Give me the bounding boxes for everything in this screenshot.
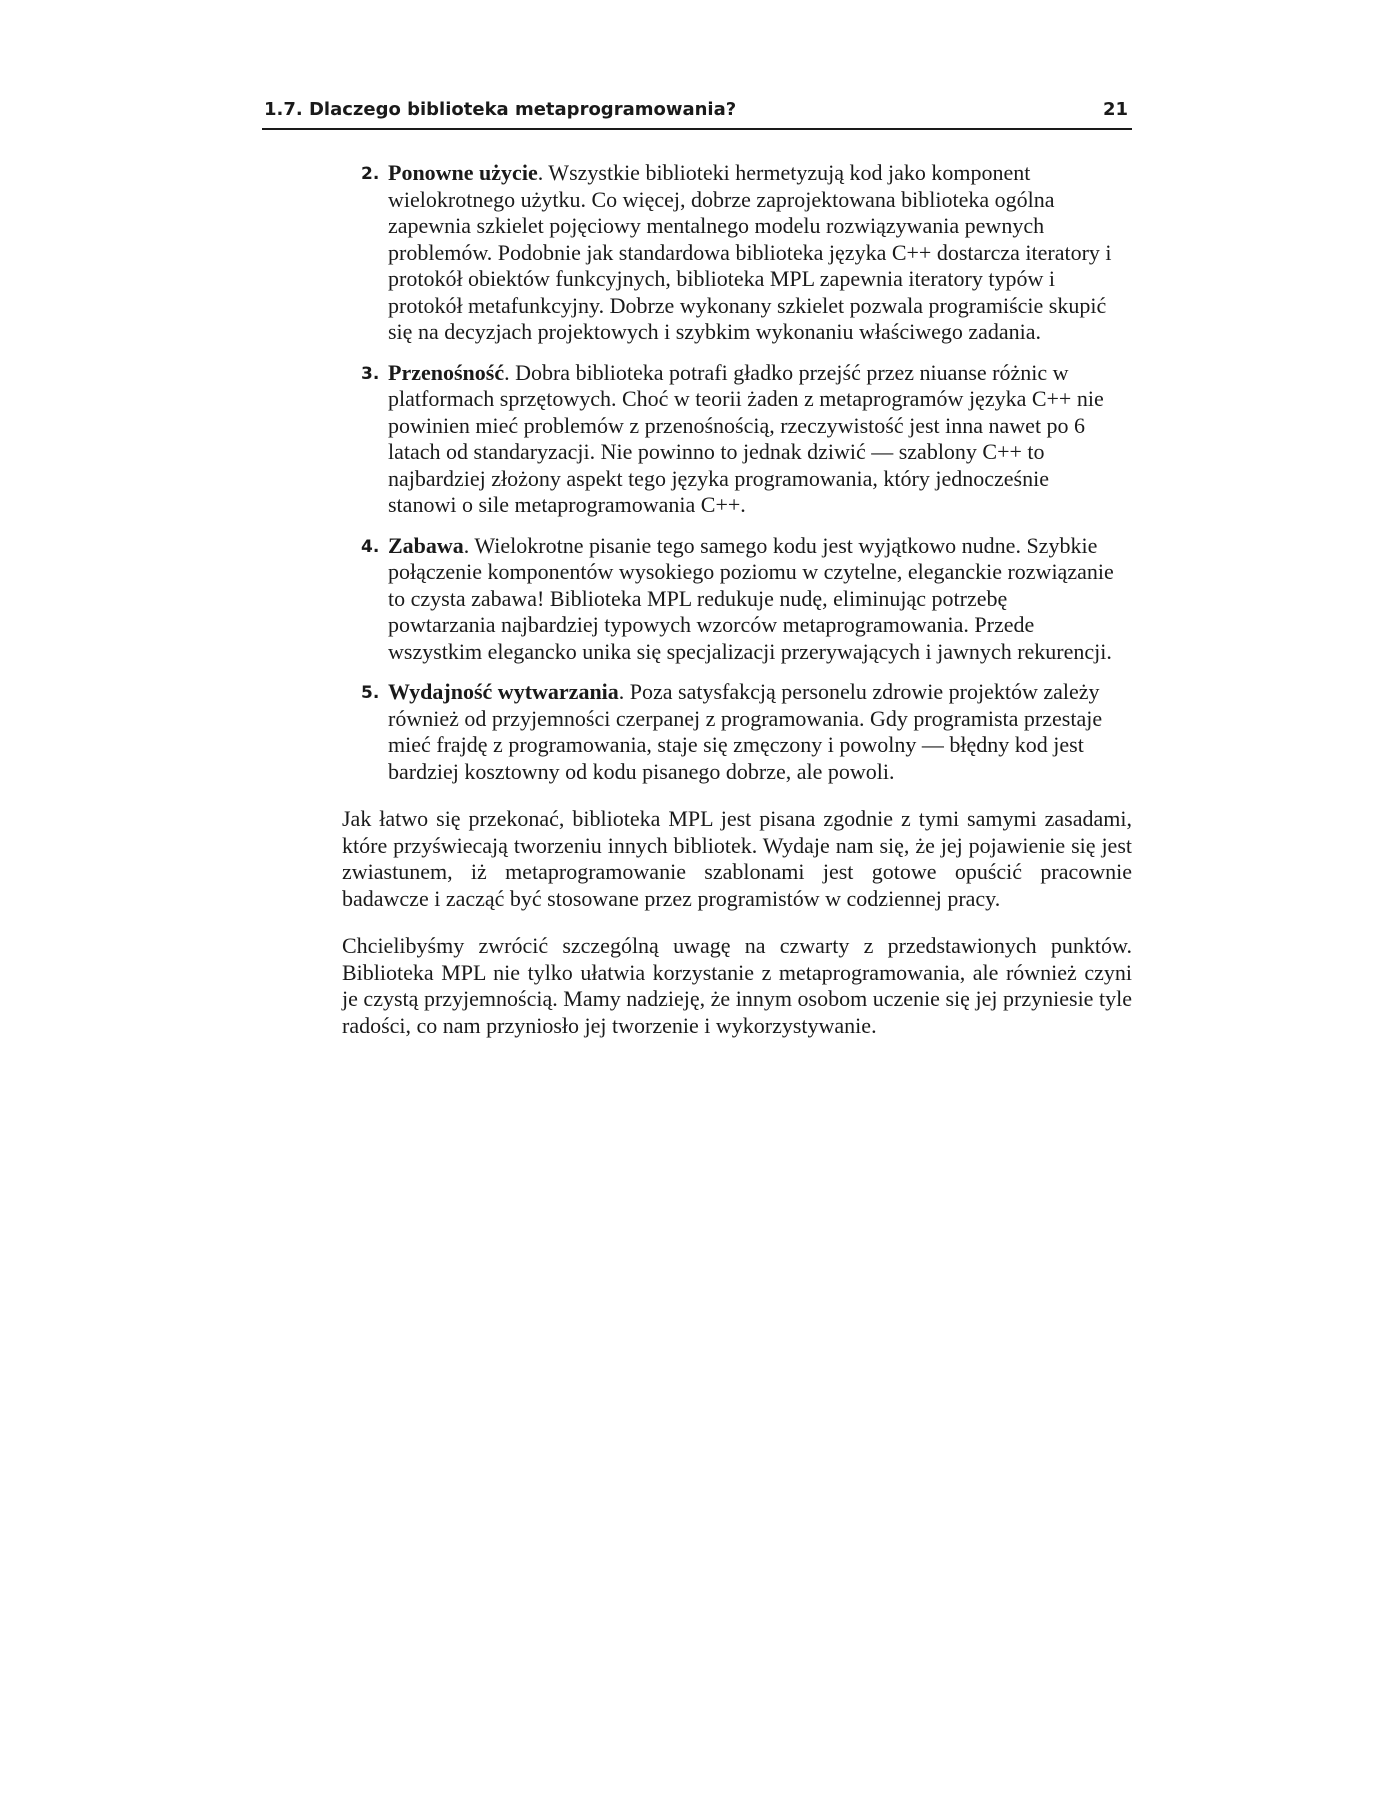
- list-item-term: Wydajność wytwarzania: [388, 679, 619, 704]
- list-item-text: . Wielokrotne pisanie tego samego kodu jest wyjątkowo nudne. Szybkie połączenie komponentów wysokiego poziomu w czytelne, eleganckie rozwiązanie to czysta zabawa! Biblioteka MPL redukuje nudę, eliminując potrzebę powtarzania najbardziej typowych wzorców metaprogramowania. Przede wszystkim elegancko unika się specjalizacji przerywających i jawnych rekurencji.: [388, 532, 1114, 664]
- list-item: [342, 533, 1132, 666]
- page-number: 21: [1102, 99, 1128, 120]
- list-item-number: 3.: [361, 363, 380, 384]
- list-item-term: Zabawa: [388, 532, 464, 558]
- list-item-text: . Dobra biblioteka potrafi gładko przejść przez niuanse różnic w platformach sprzętowych. Choć w teorii żaden z metaprogramów języka C++ nie powinien mieć problemów z przenośnością, rzeczywistość jest inna nawet po 6 latach od standaryzacji. Nie powinno to jednak dziwić — szablony C++ to najbardziej złożony aspekt tego języka programowania, który jednocześnie stanowi o sile metaprogramowania C++.: [388, 359, 1104, 517]
- list-item-text: . Poza satysfakcją personelu zdrowie projektów zależy również od przyjemności czerpanej z programowania. Gdy programista przestaje mieć frajdę z programowania, staje się zmęczony i powolny — błędny kod jest bardziej kosztowny od kodu pisanego dobrze, ale powoli.: [388, 679, 1103, 784]
- list-item-number: 4.: [361, 536, 380, 557]
- body-paragraph: Jak łatwo się przekonać, biblioteka MPL jest pisana zgodnie z tymi samymi zasadami, które przyświecają tworzeniu innych bibliotek. Wydaje nam się, że jej pojawienie się jest zwiastunem, iż metaprogramowanie szablonami jest gotowe opuścić pracownie badawcze i zacząć być stosowane przez programistów w codziennej pracy.: [342, 806, 1132, 911]
- list-item-term: Przenośność: [388, 359, 505, 385]
- numbered-list: [342, 160, 1132, 785]
- body-paragraph: Chcielibyśmy zwrócić szczególną uwagę na czwarty z przedstawionych punktów. Biblioteka MPL nie tylko ułatwia korzystanie z metaprogramowania, ale również czyni je czystą przyjemnością. Mamy nadzieję, że innym osobom uczenie się jej przyniesie tyle radości, co nam przyniosło jej tworzenie i wykorzystywanie.: [342, 933, 1132, 1038]
- list-item-term: Ponowne użycie: [388, 160, 538, 185]
- section-title: 1.7. Dlaczego biblioteka metaprogramowania?: [264, 99, 737, 120]
- list-item-text: . Wszystkie biblioteki hermetyzują kod jako komponent wielokrotnego użytku. Co więcej, dobrze zaprojektowana biblioteka ogólna zapewnia szkielet pojęciowy mentalnego modelu rozwiązywania pewnych problemów. Podobnie jak standardowa biblioteka języka C++ dostarcza iteratory i protokół obiektów funkcyjnych, biblioteka MPL zapewnia iteratory typów i protokół metafunkcyjny. Dobrze wykonany szkielet pozwala programiście skupić się na decyzjach projektowych i szybkim wykonaniu właściwego zadania.: [388, 160, 1112, 344]
- running-header: [262, 98, 1132, 130]
- list-item: [342, 679, 1132, 785]
- list-item-number: 5.: [361, 683, 380, 703]
- list-item: [342, 160, 1132, 346]
- list-item: [342, 360, 1132, 519]
- page-body: [342, 160, 1132, 1060]
- list-item-number: 2.: [361, 164, 380, 184]
